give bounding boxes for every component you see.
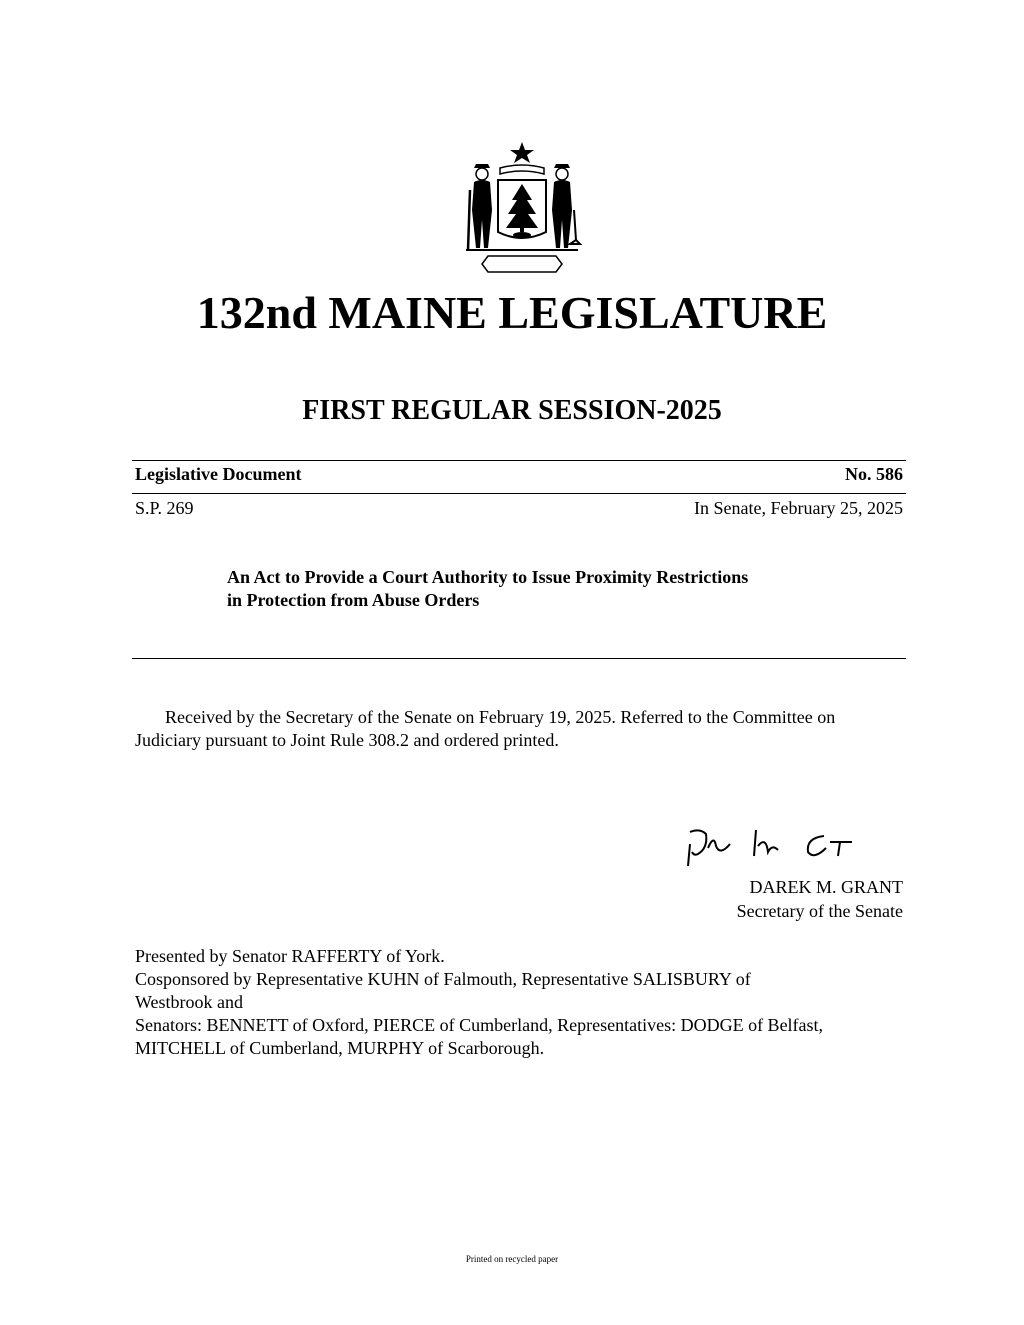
session-title: FIRST REGULAR SESSION-2025 — [302, 395, 722, 426]
signer-name: DAREK M. GRANT — [749, 877, 903, 897]
cosponsored-by-cont: Westbrook and — [135, 992, 244, 1012]
maine-state-seal-icon — [462, 140, 582, 276]
received-paragraph: Received by the Secretary of the Senate on February 19, 2025. Referred to the Committee on Judiciary pursuant to Joint Rule 308.2 and ordered printed. — [135, 707, 836, 750]
senate-row — [135, 498, 903, 519]
section-divider — [132, 658, 906, 659]
document-number: No. 586 — [845, 464, 903, 484]
senators-list: Senators: BENNETT of Oxford, PIERCE of Cumberland, Representatives: DODGE of Belfast, — [135, 1015, 824, 1035]
top-divider — [132, 460, 906, 461]
act-title — [227, 566, 867, 612]
presented-by: Presented by Senator RAFFERTY of York. — [135, 946, 445, 966]
handwritten-signature-icon — [686, 822, 906, 872]
legislature-title: 132nd MAINE LEGISLATURE — [196, 287, 828, 338]
sp-number: S.P. 269 — [135, 498, 194, 518]
act-title-line: in Protection from Abuse Orders — [227, 590, 480, 610]
sponsors-block — [135, 945, 910, 1060]
cosponsored-by: Cosponsored by Representative KUHN of Falmouth, Representative SALISBURY of — [135, 969, 751, 989]
senate-date: In Senate, February 25, 2025 — [694, 498, 903, 518]
signer-title: Secretary of the Senate — [736, 901, 903, 921]
act-title-line: An Act to Provide a Court Authority to Issue Proximity Restrictions — [227, 567, 749, 587]
document-row — [135, 464, 903, 485]
document-label: Legislative Document — [135, 464, 302, 484]
senators-list-cont: MITCHELL of Cumberland, MURPHY of Scarborough. — [135, 1038, 545, 1058]
printed-on-recycled-paper: Printed on recycled paper — [465, 1254, 559, 1264]
middle-divider — [132, 493, 906, 494]
